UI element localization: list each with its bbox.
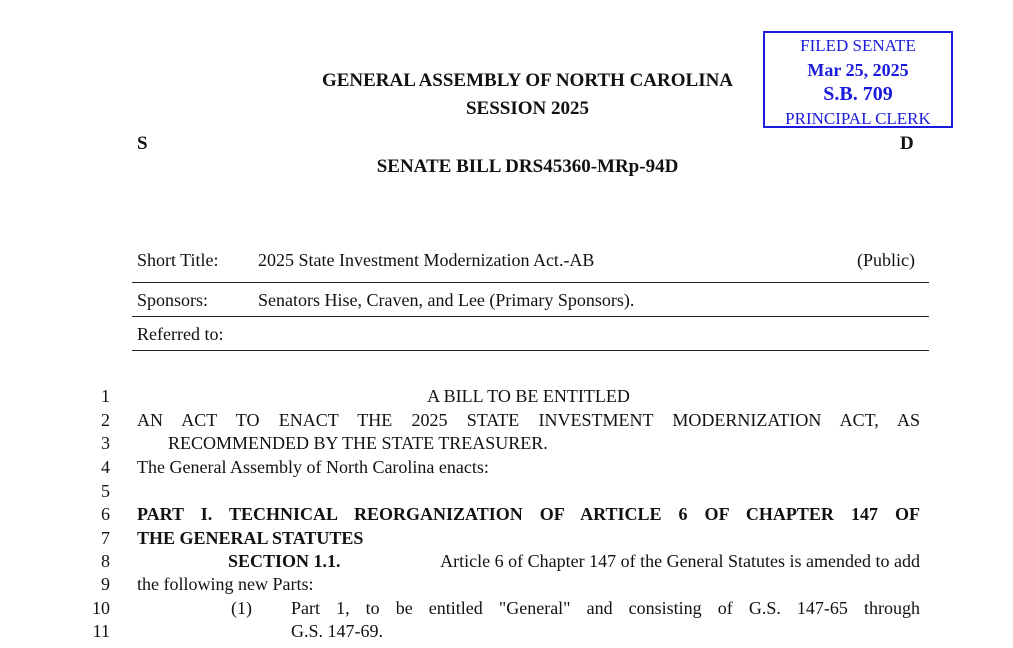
assembly-heading: GENERAL ASSEMBLY OF NORTH CAROLINA [321,70,734,91]
section-number: SECTION 1.1. [228,551,341,571]
line-number: 8 [101,551,110,571]
line-number: 5 [101,481,110,501]
act-title-line: RECOMMENDED BY THE STATE TREASURER. [168,433,548,453]
line-number: 6 [101,504,110,524]
list-item-text: Part 1, to be entitled "General" and consisting of G.S. 147-65 through [291,598,920,618]
table-rule [132,316,929,317]
stamp-bill-number: S.B. 709 [823,83,893,105]
referred-to-label: Referred to: [137,324,224,344]
stamp-filed-senate: FILED SENATE [800,36,916,55]
short-title-label: Short Title: [137,250,219,270]
stamp-principal-clerk: PRINCIPAL CLERK [785,109,931,128]
line-number: 2 [101,410,110,430]
list-item-text: G.S. 147-69. [291,621,384,641]
chamber-letter-right: D [900,133,914,154]
section-text: Article 6 of Chapter 147 of the General Statutes is amended to add [440,551,920,571]
line-number: 7 [101,528,110,548]
sponsors-value: Senators Hise, Craven, and Lee (Primary Sponsors). [258,290,635,310]
line-number: 3 [101,433,110,453]
list-item-number: (1) [231,598,252,618]
session-heading: SESSION 2025 [465,98,590,119]
section-text: the following new Parts: [137,574,314,594]
table-rule [132,350,929,351]
act-title-line: AN ACT TO ENACT THE 2025 STATE INVESTMENT MODERNIZATION ACT, AS [137,410,920,430]
stamp-date: Mar 25, 2025 [807,60,909,80]
line-number: 10 [92,598,110,618]
chamber-letter-left: S [137,133,148,154]
bill-title: SENATE BILL DRS45360-MRp-94D [376,156,679,177]
public-label: (Public) [857,250,915,270]
line-number: 1 [101,386,110,406]
table-rule [132,282,929,283]
part-heading: THE GENERAL STATUTES [137,528,364,548]
short-title-value: 2025 State Investment Modernization Act.-AB [258,250,595,270]
line-number: 11 [92,621,110,641]
line-number: 9 [101,574,110,594]
section-line [228,551,920,572]
sponsors-label: Sponsors: [137,290,209,310]
line-number: 4 [101,457,110,477]
enacting-clause: The General Assembly of North Carolina enacts: [137,457,489,477]
filed-stamp [763,31,953,128]
part-heading: PART I. TECHNICAL REORGANIZATION OF ARTICLE 6 OF CHAPTER 147 OF [137,504,920,524]
bill-entitled-heading: A BILL TO BE ENTITLED [427,386,630,406]
